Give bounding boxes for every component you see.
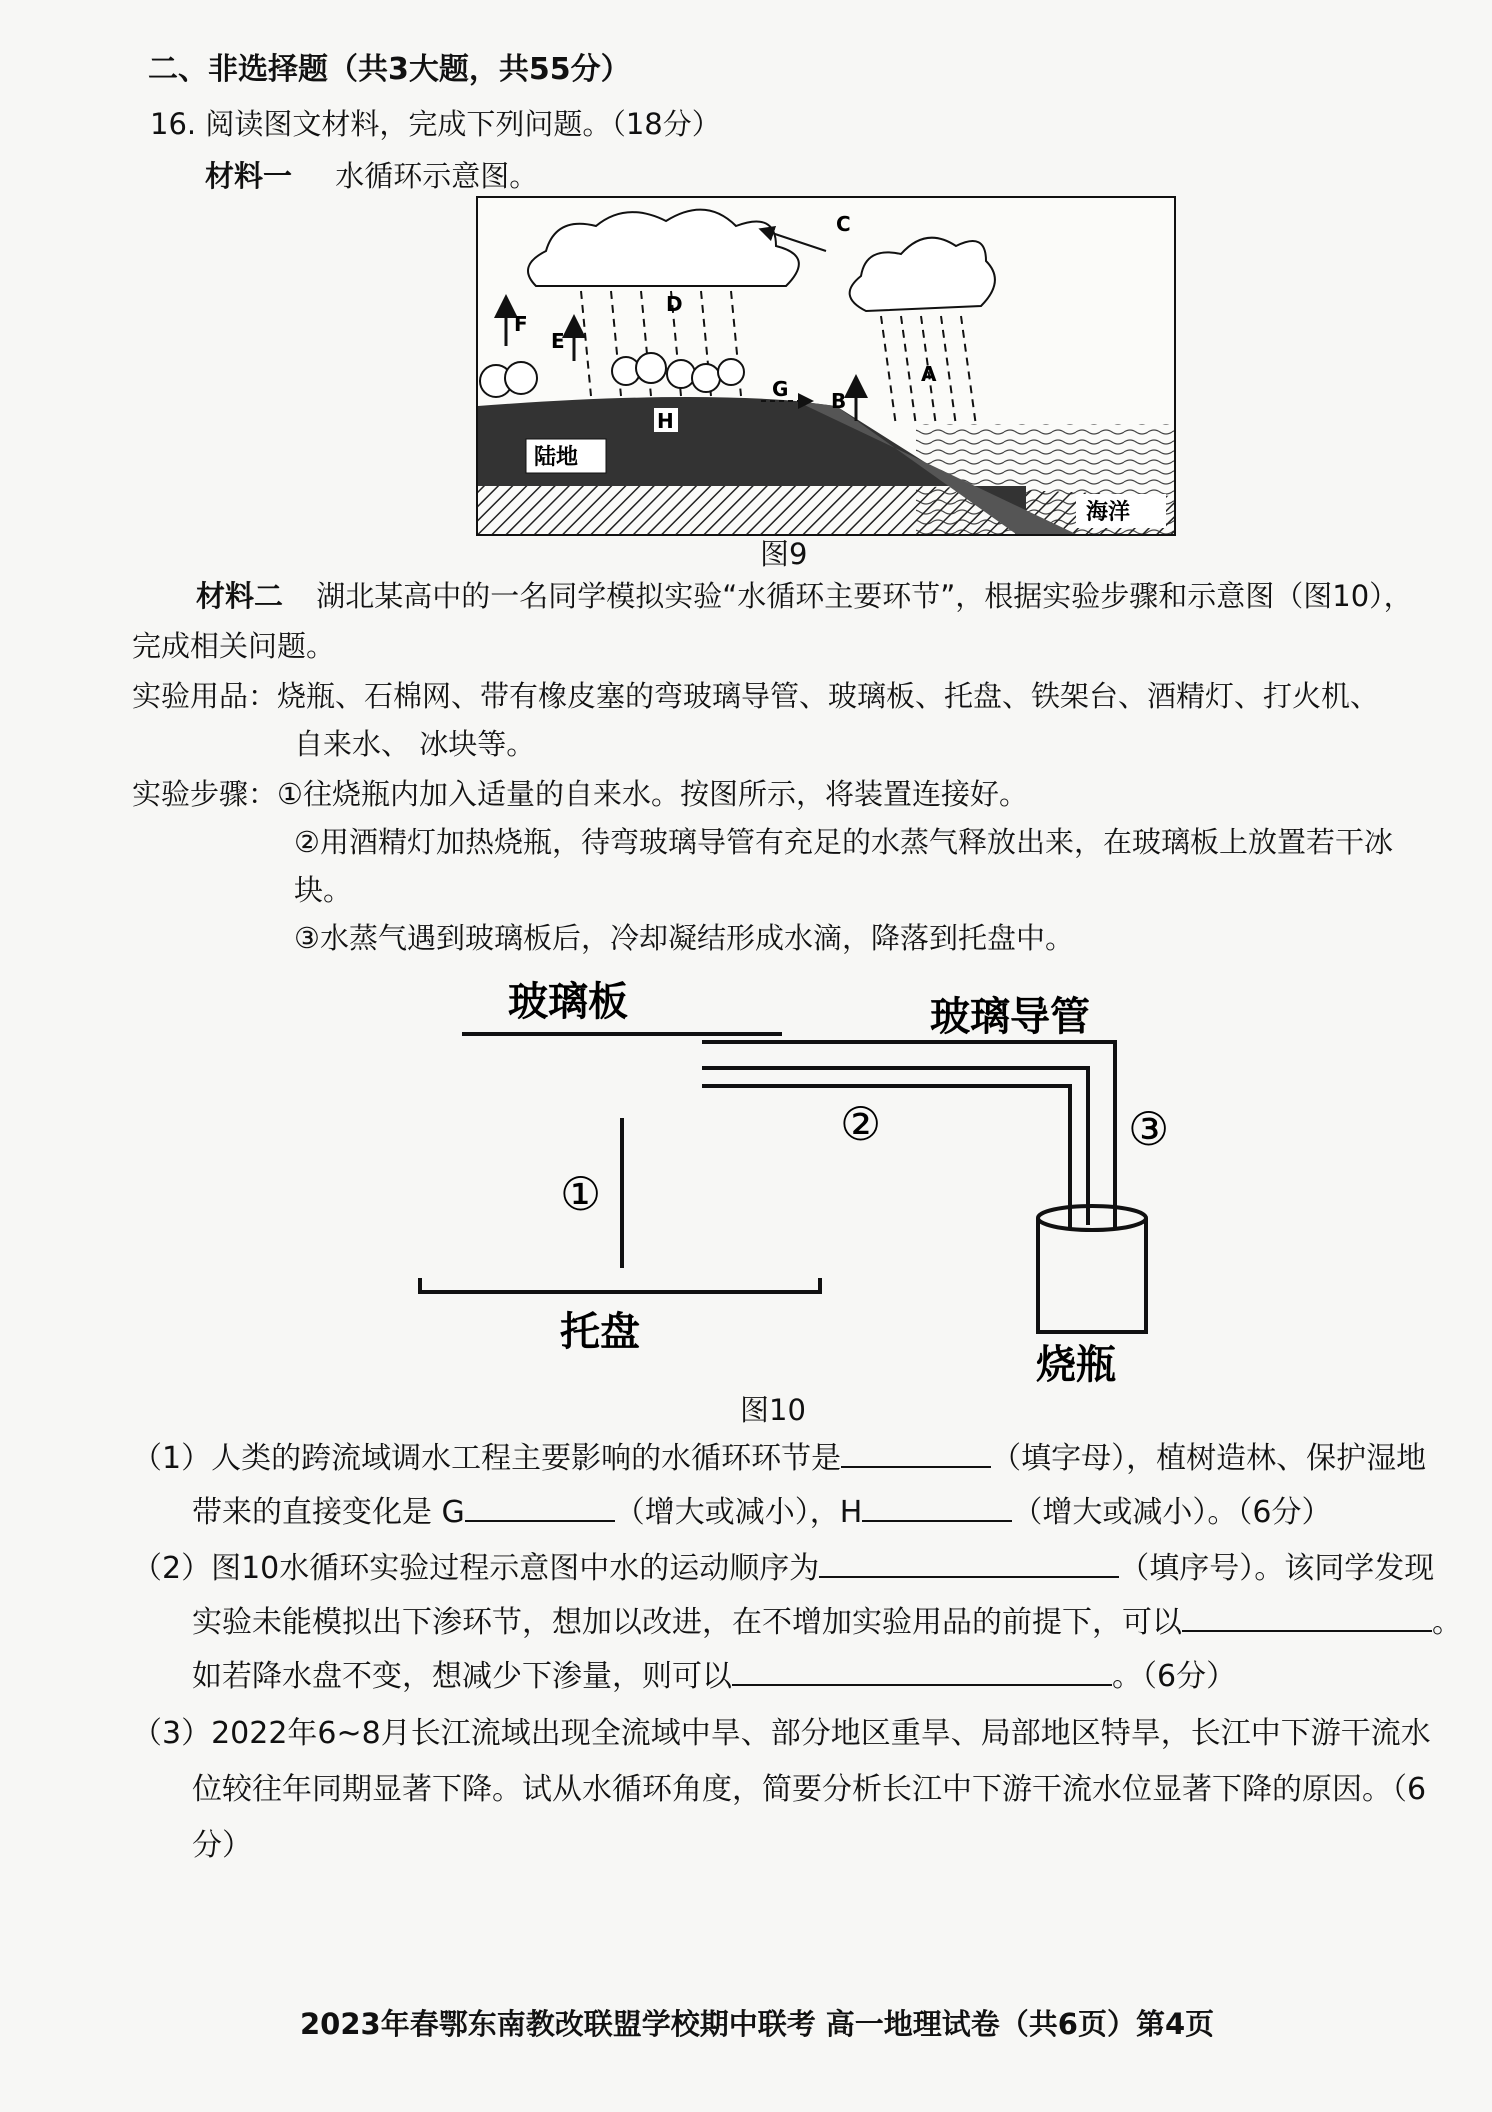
supplies-label: 实验用品：	[132, 679, 278, 713]
sub2-text-d: 。	[1432, 1605, 1462, 1640]
sub1-text-a: （1）人类的跨流域调水工程主要影响的水循环环节是	[132, 1441, 842, 1476]
flask-label: 烧瓶	[1036, 1342, 1116, 1388]
label-f: F	[514, 312, 528, 336]
label-g: G	[772, 377, 789, 401]
number-1: ①	[560, 1167, 602, 1221]
sub1-line1	[132, 1436, 1426, 1481]
supplies-line1	[132, 676, 1379, 716]
answer-blank-improve[interactable]	[1182, 1600, 1432, 1632]
sub2-text-f: 。（6分）	[1112, 1659, 1237, 1694]
label-a: A	[921, 362, 937, 386]
sub3-line2: 位较往年同期显著下降。试从水循环角度，简要分析长江中下游干流水位显著下降的原因。（6	[192, 1772, 1427, 1807]
sub2-text-a: （2）图10水循环实验过程示意图中水的运动顺序为	[132, 1551, 820, 1586]
label-b: B	[831, 389, 847, 413]
sub2-line3	[192, 1654, 1236, 1699]
glass-tube-middle	[702, 1068, 1088, 1225]
label-h: H	[657, 409, 674, 433]
supplies-text: 烧瓶、石棉网、带有橡皮塞的弯玻璃导管、玻璃板、托盘、铁架台、酒精灯、打火机、	[277, 679, 1380, 713]
ocean-label: 海洋	[1086, 500, 1131, 525]
answer-blank-1[interactable]	[841, 1436, 991, 1468]
glass-tube-label: 玻璃导管	[930, 994, 1090, 1040]
bedrock	[478, 486, 1174, 534]
step2-line2: 块。	[294, 873, 353, 907]
step2-line1: ②用酒精灯加热烧瓶，待弯玻璃导管有充足的水蒸气释放出来，在玻璃板上放置若干冰	[294, 825, 1393, 859]
answer-blank-order[interactable]	[819, 1546, 1119, 1578]
glass-tube-inner	[702, 1086, 1070, 1228]
figure-9-caption: 图9	[760, 537, 808, 571]
material2-text: 湖北某高中的一名同学模拟实验“水循环主要环节”，根据实验步骤和示意图（图10），	[316, 579, 1413, 613]
number-2: ②	[840, 1097, 882, 1151]
question-stem: 16. 阅读图文材料，完成下列问题。（18分）	[150, 107, 721, 141]
tray	[420, 1278, 820, 1292]
glass-plate-label: 玻璃板	[508, 979, 628, 1025]
step3: ③水蒸气遇到玻璃板后，冷却凝结形成水滴，降落到托盘中。	[294, 921, 1074, 955]
sub1-text-c: 带来的直接变化是 G	[192, 1495, 465, 1530]
supplies-line2: 自来水、 冰块等。	[294, 727, 536, 761]
number-3: ③	[1128, 1102, 1170, 1156]
material1-label: 材料一	[205, 159, 293, 193]
sub2-line2	[192, 1600, 1462, 1645]
sub1-text-d: （增大或减小），H	[614, 1495, 863, 1530]
sub2-text-c: 实验未能模拟出下渗环节，想加以改进，在不增加实验用品的前提下，可以	[192, 1605, 1182, 1640]
figure-9-water-cycle	[476, 196, 1176, 536]
sub1-text-b: （填字母），植树造林、保护湿地	[991, 1441, 1427, 1476]
step1: ①往烧瓶内加入适量的自来水。按图所示，将装置连接好。	[277, 777, 1029, 811]
steps-label: 实验步骤：	[132, 777, 278, 811]
label-e: E	[551, 329, 565, 353]
answer-blank-h[interactable]	[862, 1490, 1012, 1522]
land-label: 陆地	[534, 445, 579, 470]
material1-text: 水循环示意图。	[335, 159, 539, 193]
material2-line2: 完成相关问题。	[132, 629, 336, 663]
steps-line1	[132, 774, 1028, 814]
sub2-line1	[132, 1546, 1434, 1591]
answer-blank-g[interactable]	[465, 1490, 615, 1522]
figure-10-caption: 图10	[740, 1393, 806, 1427]
material2-label: 材料二	[196, 579, 284, 613]
sub3-line1: （3）2022年6~8月长江流域出现全流域中旱、部分地区重旱、局部地区特旱，长江中下游干流水	[132, 1716, 1431, 1751]
sub2-text-b: （填序号）。该同学发现	[1119, 1551, 1435, 1586]
flask-rim	[1038, 1206, 1146, 1230]
sub1-line2	[192, 1490, 1331, 1535]
material2-line1	[196, 576, 1413, 616]
tray-label: 托盘	[560, 1309, 640, 1355]
sub1-text-e: （增大或减小）。（6分）	[1012, 1495, 1332, 1530]
section-title: 二、非选择题（共3大题，共55分）	[148, 52, 631, 87]
sub2-text-e: 如若降水盘不变，想减少下渗量，则可以	[192, 1659, 732, 1694]
answer-blank-reduce[interactable]	[732, 1654, 1112, 1686]
sub3-line3: 分）	[192, 1828, 252, 1863]
page-footer: 2023年春鄂东南教改联盟学校期中联考 高一地理试卷（共6页）第4页	[300, 2007, 1215, 2041]
label-d: D	[666, 292, 683, 316]
material1	[205, 156, 538, 196]
flask-body	[1038, 1218, 1146, 1332]
figure-10-experiment	[400, 970, 1220, 1400]
label-c: C	[836, 212, 851, 236]
